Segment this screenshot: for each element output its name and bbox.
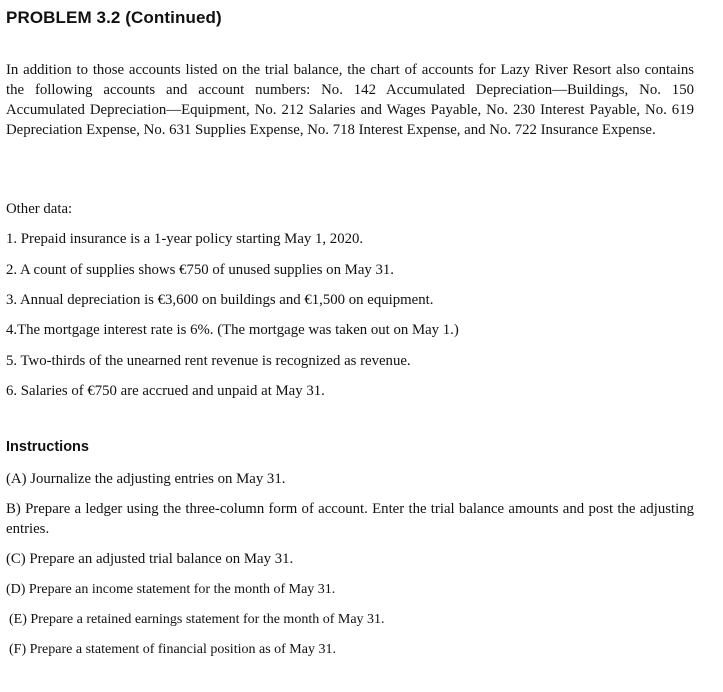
instruction-item-d: (D) Prepare an income statement for the month of May 31. <box>6 582 336 597</box>
instruction-item-f: (F) Prepare a statement of financial position as of May 31. <box>9 642 336 657</box>
instructions-heading: Instructions <box>6 439 89 455</box>
other-data-heading: Other data: <box>6 201 73 217</box>
instruction-item-a: (A) Journalize the adjusting entries on May 31. <box>6 471 286 487</box>
other-data-item-1: 1. Prepaid insurance is a 1-year policy starting May 1, 2020. <box>6 231 364 247</box>
other-data-item-6: 6. Salaries of €750 are accrued and unpaid at May 31. <box>6 383 325 399</box>
other-data-item-5: 5. Two-thirds of the unearned rent revenue is recognized as revenue. <box>6 353 411 369</box>
instruction-item-b: B) Prepare a ledger using the three-column form of account. Enter the trial balance amounts and post the adjusting entries. <box>6 501 694 537</box>
other-data-item-2: 2. A count of supplies shows €750 of unused supplies on May 31. <box>6 262 394 278</box>
other-data-item-3: 3. Annual depreciation is €3,600 on buildings and €1,500 on equipment. <box>6 292 434 308</box>
instruction-item-e: (E) Prepare a retained earnings statement for the month of May 31. <box>9 612 385 627</box>
instruction-item-c: (C) Prepare an adjusted trial balance on May 31. <box>6 551 294 567</box>
other-data-item-4: 4.The mortgage interest rate is 6%. (The mortgage was taken out on May 1.) <box>6 322 459 338</box>
intro-paragraph: In addition to those accounts listed on the trial balance, the chart of accounts for Lazy River Resort also contains the following accounts and account numbers: No. 142 Accumulated Depreciation—Buildings, No. 150 Accumulated Depreciation—Equipment, No. 212 Salaries and Wages Payable, No. 230 Interest Payable, No. 619 Depreciation Expense, No. 631 Supplies Expense, No. 718 Interest Expense, and No. 722 Insurance Expense. <box>6 62 694 138</box>
problem-title: PROBLEM 3.2 (Continued) <box>6 8 222 27</box>
